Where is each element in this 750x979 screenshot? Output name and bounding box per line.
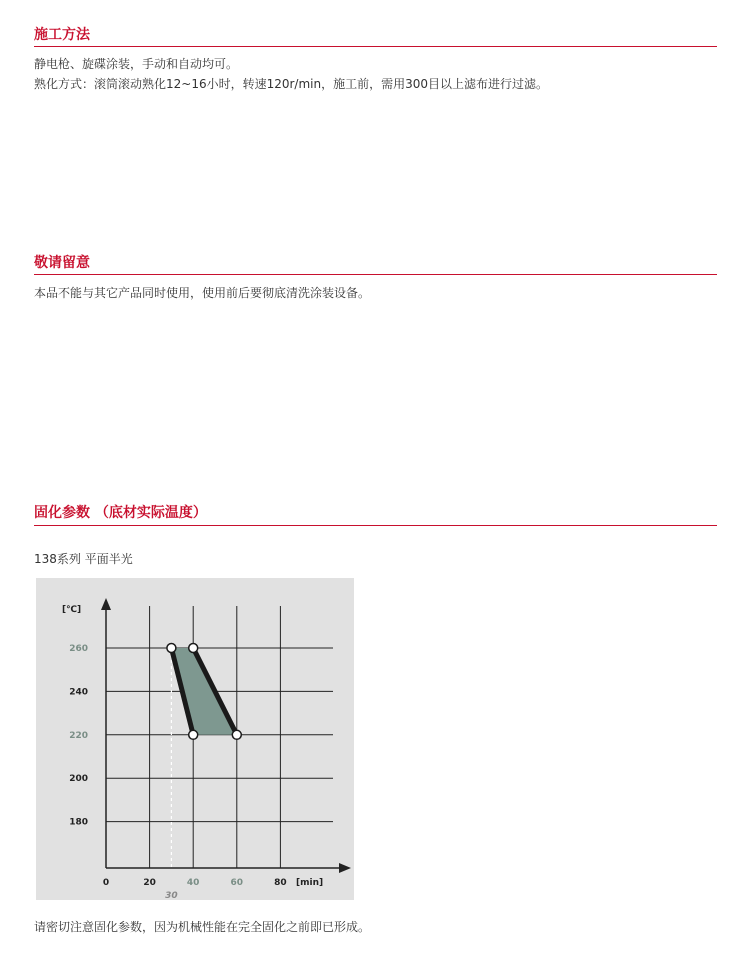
y-axis-arrow <box>101 598 111 610</box>
x-tick-label: 20 <box>143 878 156 888</box>
curing-point-3 <box>232 730 241 739</box>
curing-point-2 <box>189 644 198 653</box>
section-title-curing: 固化参数 （底材实际温度） <box>34 505 207 521</box>
curing-chart-svg <box>36 578 354 900</box>
curing-point-1 <box>167 644 176 653</box>
x-tick-label: 0 <box>102 878 110 888</box>
curing-chart <box>36 578 354 900</box>
curing-footnote: 请密切注意固化参数，因为机械性能在完全固化之前即已形成。 <box>34 920 371 934</box>
notice-line-1: 本品不能与其它产品同时使用，使用前后要彻底清洗涂装设备。 <box>34 286 371 300</box>
x-tick-label: 30 <box>165 891 178 900</box>
y-tick-label: 220 <box>69 730 88 741</box>
x-tick-label: 80 <box>274 878 287 888</box>
section-title-method: 施工方法 <box>34 27 90 43</box>
x-tick-label: 60 <box>230 878 244 888</box>
x-tick-label: 40 <box>186 878 200 888</box>
y-tick-label: 180 <box>69 817 88 828</box>
y-axis-unit: [℃] <box>62 605 82 615</box>
section-divider <box>34 525 717 526</box>
y-tick-label: 260 <box>69 644 88 654</box>
curing-point-4 <box>189 730 198 739</box>
section-divider <box>34 46 717 47</box>
section-divider <box>34 274 717 275</box>
x-axis-arrow <box>339 863 351 873</box>
y-tick-label: 200 <box>69 774 88 785</box>
method-line-1: 静电枪、旋碟涂装，手动和自动均可。 <box>34 57 239 71</box>
method-line-2: 熟化方式：滚筒滚动熟化12~16小时，转速120r/min，施工前，需用300目以上滤布进行过滤。 <box>34 77 549 91</box>
x-axis-unit: [min] <box>296 878 324 888</box>
series-label: 138系列 平面半光 <box>34 552 133 566</box>
y-tick-label: 240 <box>69 687 88 698</box>
section-title-notice: 敬请留意 <box>34 255 90 271</box>
